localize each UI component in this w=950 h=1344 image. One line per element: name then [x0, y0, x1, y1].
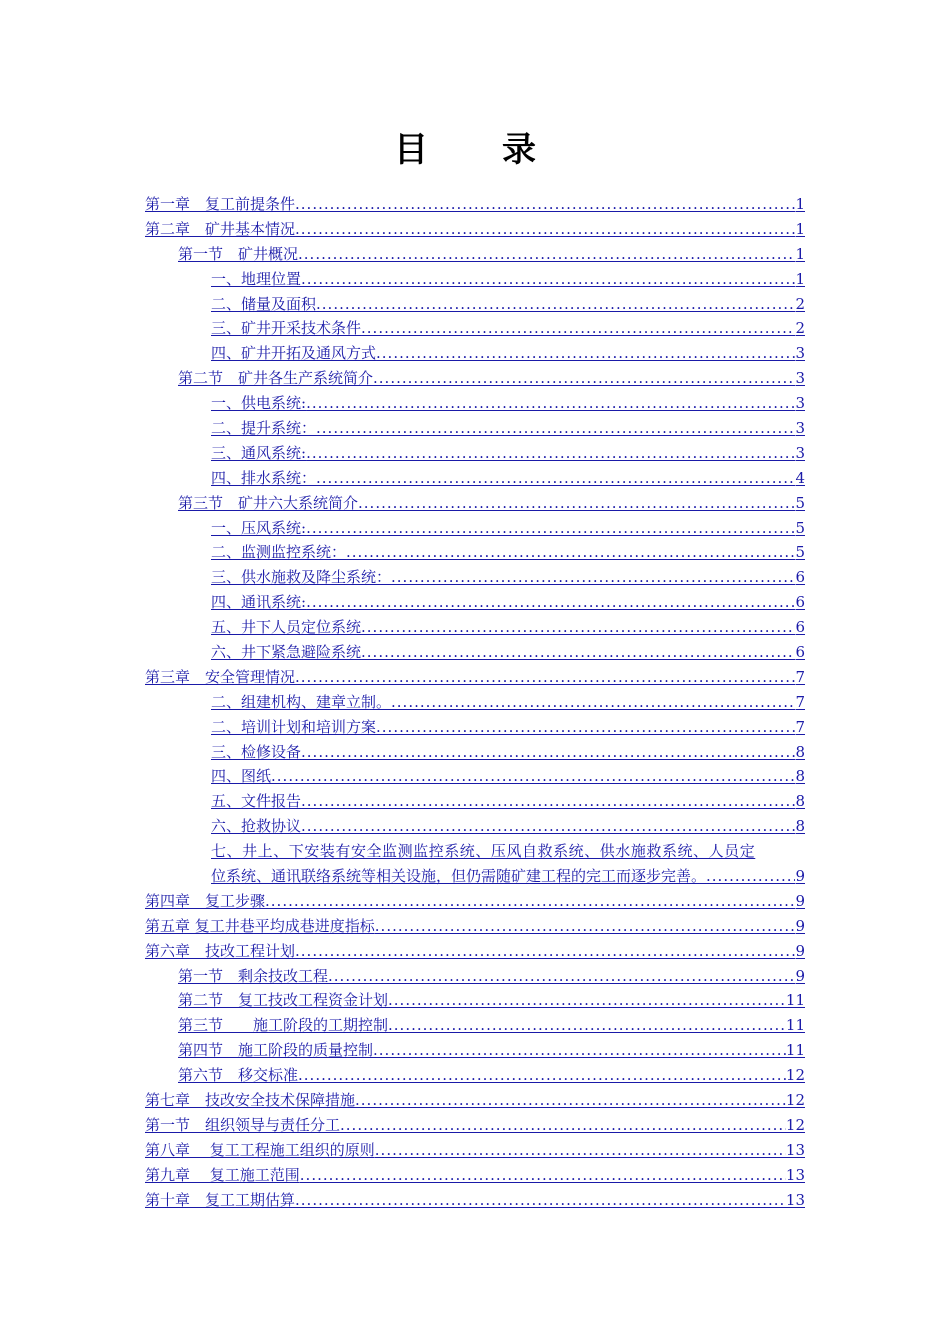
toc-page-number: 3 [795, 394, 805, 413]
toc-page-number: 6 [795, 568, 805, 587]
toc-entry[interactable] [145, 690, 805, 715]
toc-entry[interactable] [145, 516, 805, 541]
toc-leader-dots [361, 615, 795, 640]
toc-entry-label: 第一章 复工前提条件 [145, 194, 296, 213]
toc-entry-label: 第一节 剩余技改工程 [178, 966, 329, 985]
toc-leader-dots [375, 914, 796, 939]
toc-entry-label: 第三节 施工阶段的工期控制 [178, 1016, 389, 1035]
toc-page-number: 3 [795, 344, 805, 363]
toc-entry-label: 三、检修设备 [211, 742, 302, 761]
toc-entry[interactable] [145, 466, 805, 491]
toc-entry-label: 第九章 复工施工范围 [145, 1165, 300, 1184]
toc-entry-label: 二、监测监控系统： [211, 543, 347, 562]
toc-leader-dots [373, 1038, 786, 1063]
toc-entry-label: 第五章 复工井巷平均成巷进度指标 [145, 916, 375, 935]
toc-page-number: 8 [795, 817, 805, 836]
table-of-contents [145, 192, 805, 1213]
toc-entry-label: 二、组建机构、建章立制。 [211, 692, 392, 711]
toc-page-number: 2 [795, 294, 805, 313]
toc-page-number: 13 [785, 1140, 805, 1159]
toc-entry[interactable] [145, 615, 805, 640]
toc-page-number: 9 [795, 966, 805, 985]
toc-entry-label: 二、提升系统： [211, 419, 317, 437]
toc-entry-label: 第七章 技改安全技术保障措施 [145, 1091, 356, 1110]
toc-leader-dots [388, 1013, 786, 1038]
toc-leader-dots [271, 764, 795, 789]
toc-leader-dots [306, 441, 795, 466]
toc-leader-dots [346, 540, 795, 565]
toc-page-number: 7 [795, 717, 805, 736]
toc-leader-dots [295, 665, 795, 690]
toc-entry[interactable] [145, 1063, 805, 1088]
toc-leader-dots [391, 690, 795, 715]
toc-entry[interactable] [145, 441, 805, 466]
toc-entry[interactable] [145, 416, 805, 441]
toc-entry-label: 三、供水施救及降尘系统： [211, 568, 392, 587]
toc-entry[interactable] [145, 1113, 805, 1138]
toc-page-number: 9 [795, 867, 805, 886]
toc-entry[interactable] [145, 789, 805, 814]
toc-entry[interactable] [145, 914, 805, 939]
toc-page-number: 3 [795, 419, 805, 437]
toc-entry[interactable] [145, 292, 805, 317]
toc-page-number: 4 [795, 468, 805, 487]
toc-leader-dots [376, 341, 795, 366]
toc-page-number: 6 [795, 593, 805, 612]
toc-page-number: 11 [785, 1041, 805, 1060]
toc-page-number: 9 [795, 941, 805, 960]
toc-page-number: 12 [785, 1115, 805, 1134]
toc-leader-dots [388, 988, 786, 1013]
toc-leader-dots [375, 1138, 786, 1163]
toc-entry-label: 第六节 移交标准 [178, 1066, 299, 1085]
toc-entry[interactable] [145, 1088, 805, 1113]
toc-page-number: 3 [795, 369, 805, 388]
toc-leader-dots [316, 466, 795, 491]
toc-entry[interactable] [145, 989, 805, 1014]
toc-entry-label: 第六章 技改工程计划 [145, 941, 296, 960]
toc-page-number: 8 [795, 767, 805, 786]
toc-entry-label: 一、供电系统: [211, 394, 307, 413]
toc-page-number: 7 [795, 692, 805, 711]
toc-leader-dots [306, 590, 795, 615]
toc-entry[interactable] [145, 889, 805, 914]
toc-page-number: 6 [795, 643, 805, 662]
toc-entry-label: 一、压风系统: [211, 518, 307, 537]
toc-leader-dots [306, 516, 795, 541]
toc-page-number: 6 [795, 618, 805, 637]
toc-entry-label: 第三章 安全管理情况 [145, 667, 296, 686]
toc-leader-dots [298, 1063, 786, 1088]
toc-entry-label: 位系统、通讯联络系统等相关设施，但仍需随矿建工程的完工而逐步完善。 [211, 867, 707, 886]
toc-entry-label: 四、排水系统： [211, 468, 317, 487]
toc-leader-dots [300, 1163, 786, 1188]
toc-entry-label: 第二节 矿井各生产系统简介 [178, 369, 374, 388]
toc-entry-label: 第一节 矿井概况 [178, 244, 299, 263]
toc-entry[interactable] [145, 715, 805, 740]
toc-page-number: 8 [795, 742, 805, 761]
toc-entry-label: 二、储量及面积 [211, 294, 317, 313]
toc-leader-dots [361, 640, 795, 665]
toc-entry[interactable] [145, 1163, 805, 1188]
toc-entry[interactable] [145, 316, 805, 341]
toc-entry[interactable] [145, 814, 805, 839]
toc-entry-label: 五、井下人员定位系统 [211, 618, 362, 637]
toc-leader-dots [373, 366, 795, 391]
toc-page-number: 13 [785, 1165, 805, 1184]
toc-entry[interactable] [145, 341, 805, 366]
toc-entry[interactable] [145, 242, 805, 267]
toc-entry[interactable] [145, 1013, 805, 1038]
toc-page-number: 1 [795, 269, 805, 288]
toc-page-number: 12 [785, 1066, 805, 1085]
toc-leader-dots [301, 267, 795, 292]
toc-entry-label: 四、图纸 [211, 767, 272, 786]
toc-entry-long-line1[interactable]: 七、井上、下安装有安全监测监控系统、压风自救系统、供水施救系统、人员定 [211, 842, 756, 861]
toc-leader-dots [306, 391, 795, 416]
toc-leader-dots [295, 1188, 786, 1213]
toc-entry-label: 第二节 复工技改工程资金计划 [178, 991, 389, 1010]
toc-leader-dots [340, 1113, 786, 1138]
toc-entry[interactable] [145, 565, 805, 590]
toc-entry-label: 第十章 复工工期估算 [145, 1190, 296, 1209]
toc-entry[interactable] [145, 217, 805, 242]
toc-entry-label: 六、井下紧急避险系统 [211, 643, 362, 662]
toc-page-number: 1 [795, 219, 805, 238]
toc-page-number: 5 [795, 518, 805, 537]
toc-entry-label: 第四节 施工阶段的质量控制 [178, 1041, 374, 1060]
toc-entry[interactable] [145, 590, 805, 615]
toc-entry-label: 第四章 复工步骤 [145, 891, 266, 910]
toc-entry-label: 二、培训计划和培训方案 [211, 717, 377, 736]
toc-leader-dots [358, 491, 795, 516]
toc-leader-dots [316, 292, 795, 317]
toc-entry[interactable] [145, 366, 805, 391]
toc-leader-dots [295, 217, 795, 242]
toc-page-number: 9 [795, 891, 805, 910]
toc-entry[interactable] [145, 764, 805, 789]
toc-leader-dots [265, 889, 795, 914]
toc-entry-label: 三、通风系统: [211, 443, 307, 462]
toc-page-number: 3 [795, 443, 805, 462]
toc-entry-label: 六、抢救协议 [211, 817, 302, 836]
toc-page-number: 13 [785, 1190, 805, 1209]
toc-page-number: 5 [795, 493, 805, 512]
toc-page-number: 7 [795, 667, 805, 686]
toc-entry[interactable] [145, 640, 805, 665]
toc-entry[interactable] [145, 391, 805, 416]
toc-page-number: 5 [795, 543, 805, 562]
toc-entry-long-line2[interactable] [145, 864, 805, 889]
toc-entry[interactable] [145, 740, 805, 765]
toc-entry[interactable] [145, 491, 805, 516]
toc-entry-label: 四、通讯系统: [211, 593, 307, 612]
toc-leader-dots [295, 192, 795, 217]
toc-page-number: 1 [795, 194, 805, 213]
toc-entry-label: 第二章 矿井基本情况 [145, 219, 296, 238]
toc-page-number: 9 [795, 916, 805, 935]
toc-entry-label: 四、矿井开拓及通风方式 [211, 344, 377, 363]
toc-leader-dots [328, 964, 795, 989]
toc-page-number: 12 [785, 1091, 805, 1110]
toc-entry[interactable] [145, 192, 805, 217]
toc-leader-dots [295, 939, 795, 964]
toc-entry[interactable] [145, 1188, 805, 1213]
toc-entry-label: 第三节 矿井六大系统简介 [178, 493, 359, 512]
toc-title: 目 录 [394, 130, 556, 170]
toc-leader-dots [301, 740, 795, 765]
toc-leader-dots [706, 864, 795, 889]
toc-leader-dots [298, 242, 795, 267]
toc-leader-dots [301, 789, 795, 814]
toc-leader-dots [301, 814, 795, 839]
toc-entry[interactable] [145, 964, 805, 989]
toc-entry[interactable] [145, 1138, 805, 1163]
toc-entry-label: 一、地理位置 [211, 269, 302, 288]
toc-entry-label: 第一节 组织领导与责任分工 [145, 1115, 341, 1134]
toc-entry[interactable] [145, 939, 805, 964]
toc-leader-dots [361, 316, 795, 341]
toc-entry-label: 三、矿井开采技术条件 [211, 319, 362, 338]
toc-entry-label: 第八章 复工工程施工组织的原则 [145, 1140, 375, 1159]
toc-entry-label: 五、文件报告 [211, 792, 302, 811]
toc-page-number: 2 [795, 319, 805, 338]
toc-leader-dots [355, 1088, 786, 1113]
toc-page-number: 11 [785, 991, 805, 1010]
toc-entry[interactable] [145, 665, 805, 690]
toc-page-number: 8 [795, 792, 805, 811]
toc-page-number: 1 [795, 244, 805, 263]
toc-leader-dots [316, 416, 795, 441]
toc-leader-dots [391, 565, 795, 590]
toc-leader-dots [376, 715, 795, 740]
toc-page-number: 11 [785, 1016, 805, 1035]
toc-entry[interactable] [145, 540, 805, 565]
toc-entry[interactable] [145, 1038, 805, 1063]
toc-entry[interactable] [145, 267, 805, 292]
